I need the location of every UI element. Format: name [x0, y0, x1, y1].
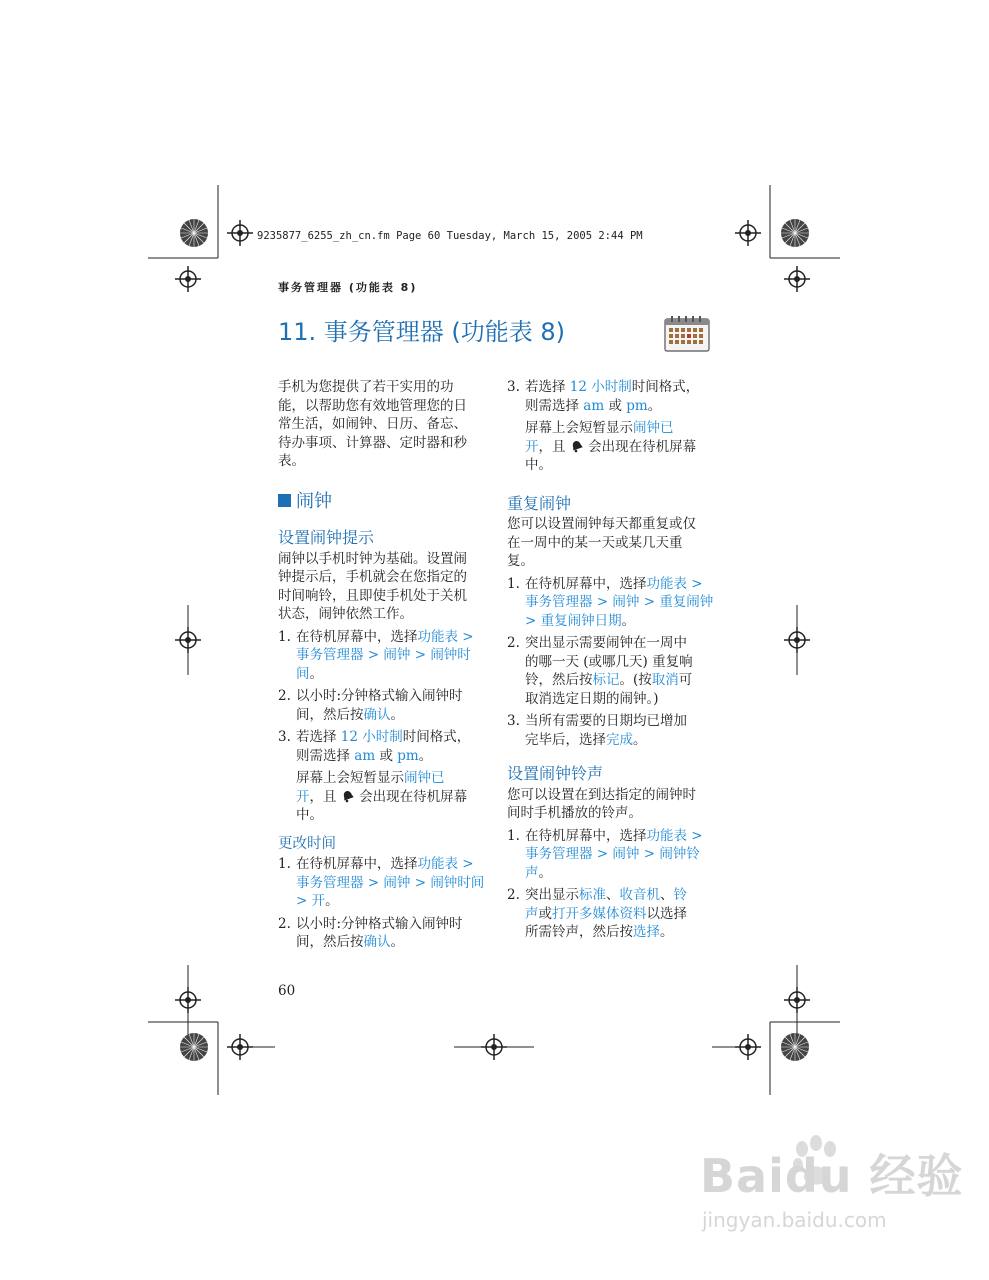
text: 。	[390, 934, 404, 950]
text: 在待机屏幕中，选择	[525, 827, 647, 844]
change-step-1	[278, 855, 488, 911]
text: 若选择	[296, 729, 341, 745]
tone-paragraph	[507, 786, 719, 823]
text: 在待机屏幕中，选择	[525, 575, 647, 592]
text: 在待机屏幕中，选择	[296, 628, 418, 645]
repeat-paragraph	[507, 515, 719, 571]
option-link[interactable]: 标准	[579, 887, 606, 903]
option-link[interactable]: 声	[525, 905, 539, 922]
text-line: 当所有需要的日期均已增加	[525, 713, 687, 729]
option-link[interactable]: am	[583, 397, 605, 414]
running-header: 事务管理器 (功能表 8)	[278, 281, 418, 294]
text: 间，然后按	[296, 934, 364, 950]
text: 则需选择	[525, 397, 584, 414]
step-number: 1.	[278, 628, 291, 645]
text: 可	[678, 672, 693, 688]
softkey-link[interactable]: 标记	[592, 672, 620, 688]
status-text: 开	[525, 438, 539, 455]
text-line: 待办事项、计算器、定时器和秒	[278, 434, 467, 451]
step-number: 2.	[278, 915, 291, 932]
file-info: 9235877_6255_zh_cn.fm Page 60 Tuesday, March 15, 2005 2:44 PM	[257, 230, 643, 242]
step-number: 2.	[278, 688, 291, 704]
step-number: 1.	[278, 856, 291, 872]
text: 所需铃声，然后按	[525, 924, 633, 940]
menu-link[interactable]: 闹钟铃	[659, 846, 700, 862]
calendar-icon	[664, 316, 710, 352]
menu-link[interactable]: 开	[311, 893, 326, 909]
option-link[interactable]: am	[354, 747, 376, 764]
separator: >	[639, 846, 660, 862]
text: ，且	[538, 438, 570, 455]
option-link[interactable]: 收音机	[619, 887, 660, 903]
text-line: 闹钟以手机时钟为基础。设置闹	[278, 550, 467, 567]
text: 在待机屏幕中，选择	[296, 856, 418, 872]
separator: >	[639, 594, 660, 610]
option-link[interactable]: pm	[626, 397, 648, 414]
tone-step-2	[507, 886, 719, 942]
section-title: 闹钟	[296, 490, 332, 512]
option-link[interactable]: 打开多媒体资料	[552, 905, 647, 922]
menu-link[interactable]: 重复闹钟	[659, 594, 714, 610]
text-line: 中。	[296, 807, 323, 823]
text-line: 钟提示后，手机就会在您指定的	[278, 569, 467, 585]
separator: >	[458, 856, 474, 872]
separator: >	[687, 575, 703, 592]
text: 、	[660, 887, 674, 903]
text: 。	[647, 397, 662, 414]
menu-link[interactable]: 闹钟	[383, 874, 411, 891]
separator: >	[592, 594, 613, 610]
text: 或	[604, 397, 627, 414]
section-heading-alarm	[278, 490, 488, 512]
menu-link[interactable]: 功能表	[646, 827, 687, 844]
text-line: 您可以设置在到达指定的闹钟时	[507, 786, 696, 803]
text-line: 您可以设置闹钟每天都重复或仅	[507, 516, 696, 532]
intro-paragraph	[278, 378, 488, 471]
softkey-link[interactable]: 确认	[363, 706, 391, 723]
separator: >	[592, 846, 613, 862]
softkey-link[interactable]: 确认	[363, 934, 391, 950]
square-bullet-icon	[278, 494, 291, 507]
option-link[interactable]: pm	[397, 747, 419, 764]
status-text: 开	[296, 788, 310, 805]
step-1	[278, 628, 488, 684]
text-line: 的哪一天 (或哪几天) 重复响	[525, 653, 693, 670]
step-2	[278, 687, 488, 724]
text: 。	[309, 665, 323, 682]
text: 会出现在待机屏幕	[354, 788, 468, 805]
page-title: 11. 事务管理器 (功能表 8)	[278, 318, 566, 346]
text-line: 取消选定日期的闹钟。)	[525, 690, 659, 707]
softkey-link[interactable]: 选择	[633, 924, 660, 940]
text: 。(按	[619, 672, 652, 688]
watermark-logo: Baidu 经验	[700, 1149, 964, 1203]
text: 完毕后，选择	[525, 731, 606, 748]
menu-link[interactable]: 重复闹钟日期	[540, 612, 622, 629]
separator: >	[410, 874, 431, 891]
text-line: 间时手机播放的铃声。	[507, 805, 642, 821]
text: 。	[325, 893, 339, 909]
alarm-bell-icon	[570, 440, 584, 453]
text-line: 状态，闹钟依然工作。	[278, 606, 413, 622]
repeat-step-3	[507, 712, 719, 749]
text: 时间格式，	[631, 379, 700, 395]
text-line: 以小时:分钟格式输入闹钟时	[296, 688, 463, 704]
text-line: 时间响铃，且即使手机处于关机	[278, 587, 467, 604]
text: 。	[633, 731, 647, 748]
menu-link[interactable]: 闹钟时间	[430, 874, 485, 891]
text-line: 以小时:分钟格式输入闹钟时	[296, 915, 463, 932]
text: 铃，然后按	[525, 672, 593, 688]
separator: >	[363, 874, 384, 891]
text-line: 在一周中的某一天或某几天重	[507, 534, 683, 551]
text: 。	[621, 612, 636, 629]
repeat-step-2	[507, 634, 719, 708]
menu-link[interactable]: 闹钟	[383, 647, 411, 663]
repeat-step-1	[507, 575, 719, 631]
menu-link[interactable]: 闹钟时	[430, 647, 471, 663]
separator: >	[363, 647, 384, 663]
menu-link[interactable]: 间	[296, 665, 310, 682]
text-line: 能，以帮助您有效地管理您的日	[278, 397, 467, 414]
tone-step-1	[507, 827, 719, 883]
separator: >	[410, 647, 431, 663]
menu-link[interactable]: 闹钟	[612, 846, 640, 862]
menu-link[interactable]: 声	[525, 864, 539, 881]
text: 。	[538, 864, 552, 881]
text: 。	[660, 924, 674, 940]
text: 时间格式，	[402, 729, 471, 745]
status-text: 闹钟已	[404, 770, 445, 786]
menu-link[interactable]: 事务管理器	[525, 846, 593, 862]
subheading-alarm-tone: 设置闹钟铃声	[507, 764, 604, 783]
text: 或	[538, 905, 552, 922]
step-number: 2.	[507, 635, 520, 651]
softkey-link[interactable]: 完成	[606, 731, 633, 748]
text: 以选择	[646, 905, 687, 922]
alarm-bell-icon	[341, 790, 355, 803]
step-number: 3.	[507, 713, 520, 729]
status-text: 闹钟已	[633, 420, 674, 436]
text-line: 复。	[507, 553, 534, 569]
menu-link[interactable]: 功能表	[417, 628, 458, 645]
step-number: 1.	[507, 575, 520, 592]
text-line: 突出显示需要闹钟在一周中	[525, 635, 687, 651]
watermark-url: jingyan.baidu.com	[702, 1208, 887, 1232]
text-line: 常生活，如闹钟、日历、备忘、	[278, 416, 467, 432]
text: 屏幕上会短暂显示	[525, 420, 633, 436]
text: 若选择	[525, 379, 570, 395]
text: 或	[375, 747, 398, 764]
separator: >	[687, 827, 703, 844]
softkey-link[interactable]: 取消	[651, 672, 679, 688]
menu-link[interactable]: 功能表	[417, 856, 458, 872]
text-line: 中。	[525, 457, 552, 473]
text: 。	[418, 747, 433, 764]
change-step-2	[278, 915, 488, 952]
step-number: 1.	[507, 827, 520, 844]
right-column	[507, 378, 719, 942]
text: 突出显示	[525, 887, 579, 903]
option-link[interactable]: 12 小时制	[340, 729, 403, 745]
subheading-change-time: 更改时间	[278, 835, 336, 852]
separator: >	[458, 628, 474, 645]
set-alarm-paragraph	[278, 550, 488, 624]
step-3-note	[296, 769, 488, 825]
text: 则需选择	[296, 747, 355, 764]
menu-link[interactable]: 功能表	[646, 575, 687, 592]
text: ，且	[309, 788, 341, 805]
subheading-repeat-alarm: 重复闹钟	[507, 493, 572, 513]
step-number: 3.	[278, 729, 291, 745]
step-3-note	[525, 419, 719, 475]
subheading-set-alarm: 设置闹钟提示	[278, 528, 375, 547]
step-number: 2.	[507, 887, 520, 903]
option-link[interactable]: 铃	[673, 887, 687, 903]
option-link[interactable]: 12 小时制	[569, 379, 632, 395]
menu-link[interactable]: 事务管理器	[296, 647, 364, 663]
text-line: 表。	[278, 453, 305, 469]
separator: >	[296, 893, 312, 909]
menu-link[interactable]: 事务管理器	[525, 594, 593, 610]
text: 、	[606, 887, 620, 903]
step-3	[278, 728, 488, 825]
menu-link[interactable]: 闹钟	[612, 594, 640, 610]
text: 屏幕上会短暂显示	[296, 770, 404, 786]
text: 间，然后按	[296, 706, 364, 723]
text-line: 手机为您提供了若干实用的功	[278, 379, 454, 395]
separator: >	[525, 612, 541, 629]
menu-link[interactable]: 事务管理器	[296, 874, 364, 891]
step-3-continued	[507, 378, 719, 475]
step-number: 3.	[507, 379, 520, 395]
page-number: 60	[278, 983, 296, 999]
text: 会出现在待机屏幕	[583, 438, 697, 455]
text: 。	[390, 706, 404, 723]
left-column	[278, 378, 488, 952]
